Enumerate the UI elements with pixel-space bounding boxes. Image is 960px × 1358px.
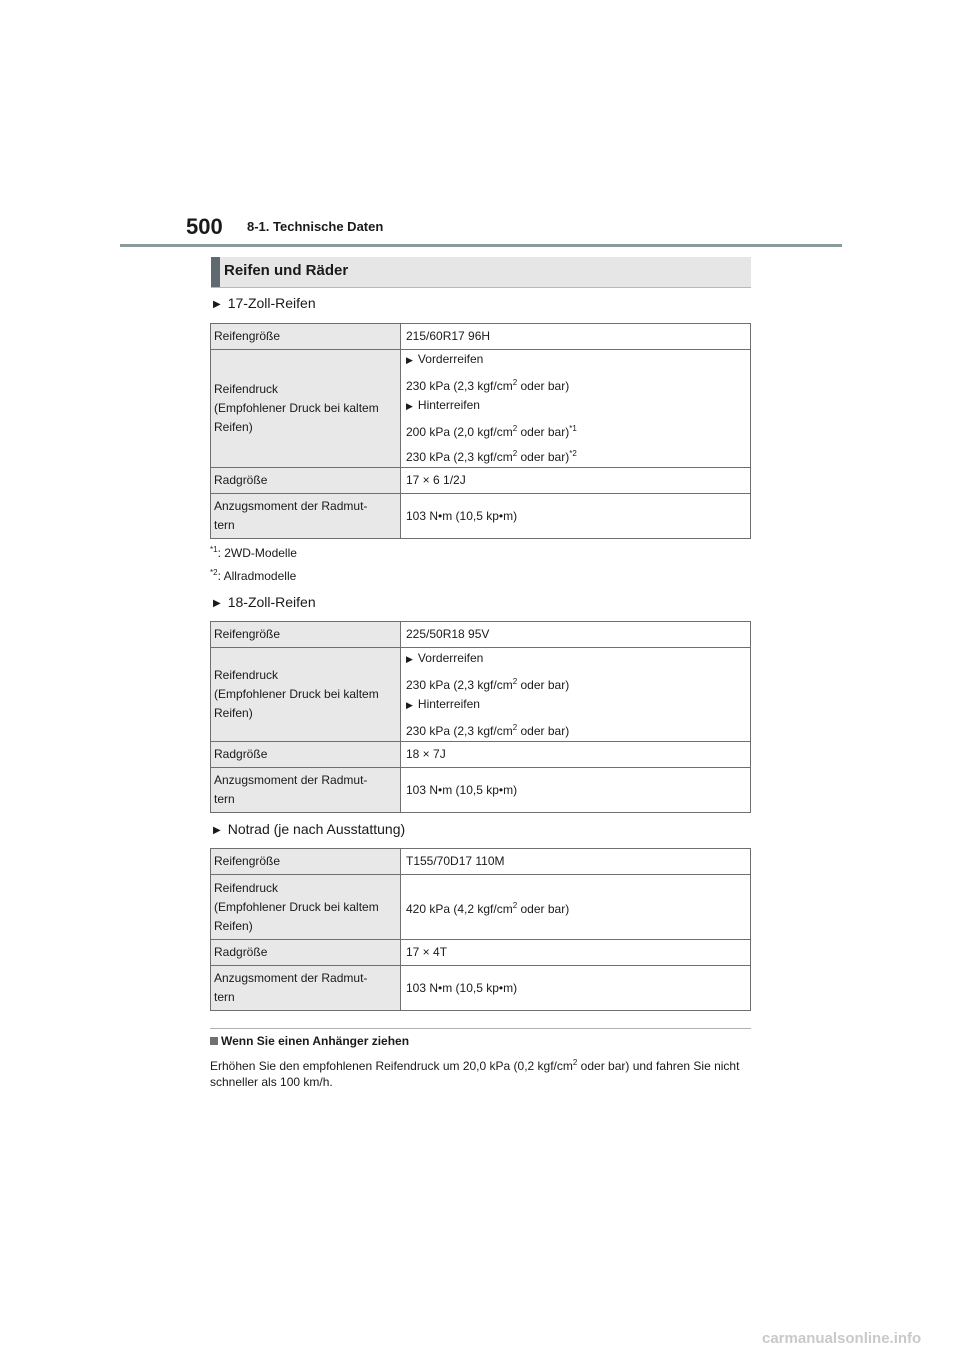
note-text: Erhöhen Sie den empfohlenen Reifendruck um 20,0 kPa (0,2 kgf/$cm^2$ oder bar) und fahren Sie nicht schneller als 100 km/h. — [210, 1058, 740, 1089]
table-row — [211, 849, 751, 875]
watermark: carmanualsonline.info — [762, 1330, 922, 1347]
section-heading — [211, 257, 751, 288]
table-row — [211, 622, 751, 648]
row-value: 420 kPa (4,2 kgf/$cm^2$ oder bar) — [401, 875, 751, 940]
row-label: Reifengröße — [211, 324, 401, 350]
tire-table-spare — [210, 848, 751, 1011]
row-label: Radgröße — [211, 742, 401, 768]
table-row — [211, 875, 751, 940]
section-title: Reifen und Räder — [224, 262, 349, 279]
table-row — [211, 768, 751, 813]
triangle-right-icon: ▶ — [406, 401, 413, 411]
table-row — [211, 966, 751, 1011]
row-value: 103 N•m (10,5 kp•m) — [401, 966, 751, 1011]
subheading-17-inch: ▶ 17-Zoll-Reifen — [213, 295, 316, 311]
tire-table-18 — [210, 621, 751, 813]
subheading-spare-tire: ▶ Notrad (je nach Ausstattung) — [213, 821, 406, 837]
row-label: Radgröße — [211, 468, 401, 494]
row-label: Radgröße — [211, 940, 401, 966]
row-value: 17 × 6 1/2J — [401, 468, 751, 494]
triangle-right-icon: ▶ — [213, 598, 221, 609]
triangle-right-icon: ▶ — [213, 825, 221, 836]
table-row — [211, 350, 751, 468]
triangle-right-icon: ▶ — [406, 355, 413, 365]
table-row — [211, 468, 751, 494]
row-value: T155/70D17 110M — [401, 849, 751, 875]
table-row — [211, 940, 751, 966]
row-label: Anzugsmoment der Radmut- tern — [211, 494, 401, 539]
row-label: Reifengröße — [211, 622, 401, 648]
row-value: ▶ Vorderreifen 230 kPa (2,3 kgf/$cm^2$ oder bar) ▶ Hinterreifen 230 kPa (2,3 kgf/$cm^2$ oder bar) — [401, 648, 751, 742]
table-row — [211, 648, 751, 742]
page-number: 500 — [186, 214, 223, 239]
row-value: 103 N•m (10,5 kp•m) — [401, 494, 751, 539]
tire-table-17 — [210, 323, 751, 539]
note-heading: Wenn Sie einen Anhänger ziehen — [210, 1034, 409, 1048]
header-rule — [120, 244, 842, 247]
triangle-right-icon: ▶ — [406, 653, 413, 664]
row-label: Reifendruck (Empfohlener Druck bei kaltem Reifen) — [211, 648, 401, 742]
table-row — [211, 742, 751, 768]
row-label: Reifendruck (Empfohlener Druck bei kaltem Reifen) — [211, 875, 401, 940]
chapter-title: 8-1. Technische Daten — [247, 219, 384, 234]
row-value: 18 × 7J — [401, 742, 751, 768]
row-label: Anzugsmoment der Radmut- tern — [211, 966, 401, 1011]
row-value: 215/60R17 96H — [401, 324, 751, 350]
note-divider — [210, 1028, 751, 1029]
table-row — [211, 494, 751, 539]
row-label: Reifendruck (Empfohlener Druck bei kaltem Reifen) — [211, 350, 401, 468]
row-value: ▶ Vorderreifen 230 kPa (2,3 kgf/$cm^2$ oder bar) ▶ Hinterreifen 200 kPa (2,0 kgf/$cm^2$ oder bar)$^{*1}$ 230 kPa (2,3 kgf/$cm^2$ oder bar)$^{*2}$ — [401, 350, 751, 468]
subheading-18-inch: ▶ 18-Zoll-Reifen — [213, 594, 316, 610]
triangle-right-icon: ▶ — [213, 299, 221, 310]
row-value: 225/50R18 95V — [401, 622, 751, 648]
footnote: $^{*2}$: Allradmodelle — [210, 568, 297, 583]
footnote: $^{*1}$: 2WD-Modelle — [210, 545, 297, 560]
row-label: Anzugsmoment der Radmut- tern — [211, 768, 401, 813]
row-value: 103 N•m (10,5 kp•m) — [401, 768, 751, 813]
square-icon — [210, 1037, 218, 1045]
section-accent — [211, 257, 220, 287]
table-row — [211, 324, 751, 350]
row-value: 17 × 4T — [401, 940, 751, 966]
row-label: Reifengröße — [211, 849, 401, 875]
triangle-right-icon: ▶ — [406, 699, 413, 710]
